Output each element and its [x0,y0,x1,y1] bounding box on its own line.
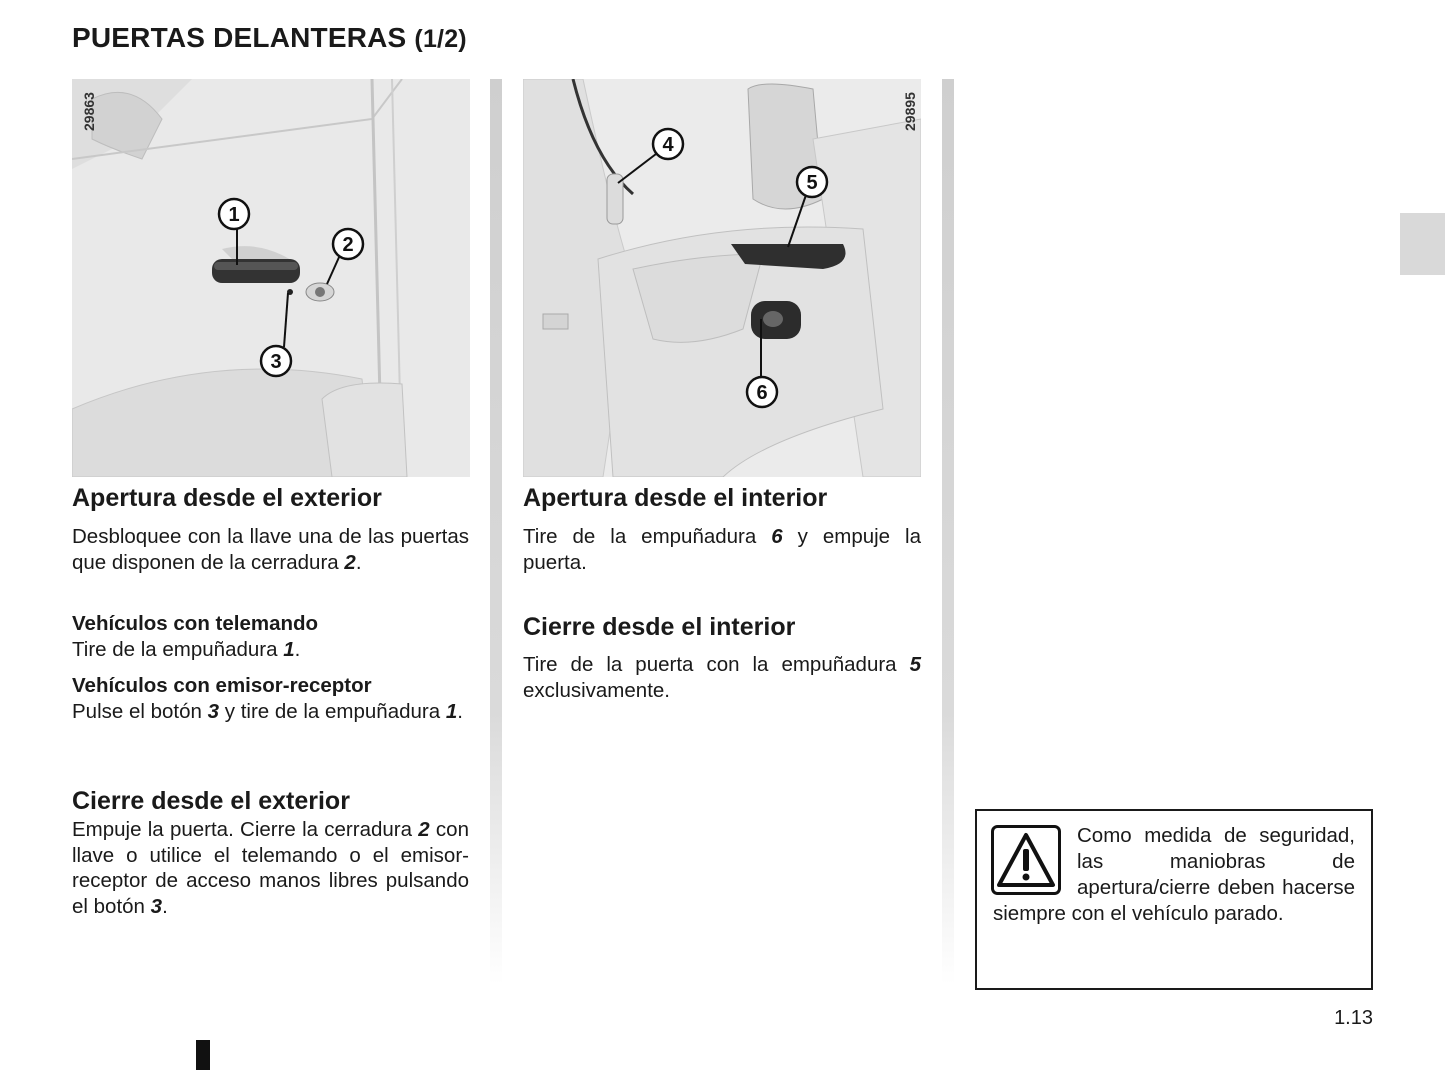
warning-text: Como medida de seguridad, las maniobras de apertura/cierre deben hacerse siempre con el vehículo parado. [993,824,1355,925]
text-cierre-exterior: Empuje la puerta. Cierre la cerradura 2 con llave o utilice el telemando o el emisor-receptor de acceso manos libres pulsando el botón 3. [72,818,469,918]
callout-2: 2 [342,234,354,256]
callout-4: 4 [662,134,674,156]
ref-2b: 2 [418,818,430,841]
callout-5: 5 [806,172,818,194]
heading-emisor: Vehículos con emisor-receptor [72,674,372,697]
heading-cierre-exterior: Cierre desde el exterior [72,787,350,815]
heading-cierre-interior: Cierre desde el interior [523,613,796,641]
ref-3b: 3 [150,894,163,918]
ref-1: 1 [283,638,295,661]
text-apertura-exterior: Desbloquee con la llave una de las puertas que disponen de la cerradura 2. [72,525,469,574]
callout-1: 1 [228,204,240,226]
text-apertura-interior: Tire de la empuñadura 6 y empuje la puerta. [523,525,921,574]
callout-3: 3 [270,351,282,373]
ref-2: 2 [344,550,356,574]
page-title [72,22,467,54]
ref-5: 5 [909,653,921,676]
text-telemando: Tire de la empuñadura 1. [72,638,301,661]
chapter-tab [1400,213,1445,275]
column-divider-right [942,79,954,984]
text-emisor: Pulse el botón 3 y tire de la empuñadura 1. [72,700,463,723]
page-title-suffix: (1/2) [414,25,467,53]
heading-apertura-exterior: Apertura desde el exterior [72,484,382,512]
heading-apertura-interior: Apertura desde el interior [523,484,828,512]
page-number: 1.13 [1334,1007,1373,1029]
ref-1b: 1 [445,700,458,723]
figure-interior-door [523,79,921,477]
print-mark [196,1040,210,1070]
figure-code-right: 29895 [902,92,918,131]
figure-code-left: 29863 [81,92,97,131]
warning-box [975,809,1373,990]
ref-3: 3 [207,700,220,723]
ref-6: 6 [771,525,783,548]
column-divider-left [490,79,502,984]
heading-telemando: Vehículos con telemando [72,612,319,635]
callout-6: 6 [756,382,768,404]
figure-exterior-door [72,79,470,477]
page-title-text: PUERTAS DELANTERAS [72,22,407,53]
text-cierre-interior: Tire de la puerta con la empuñadura 5 exclusivamente. [523,653,921,702]
